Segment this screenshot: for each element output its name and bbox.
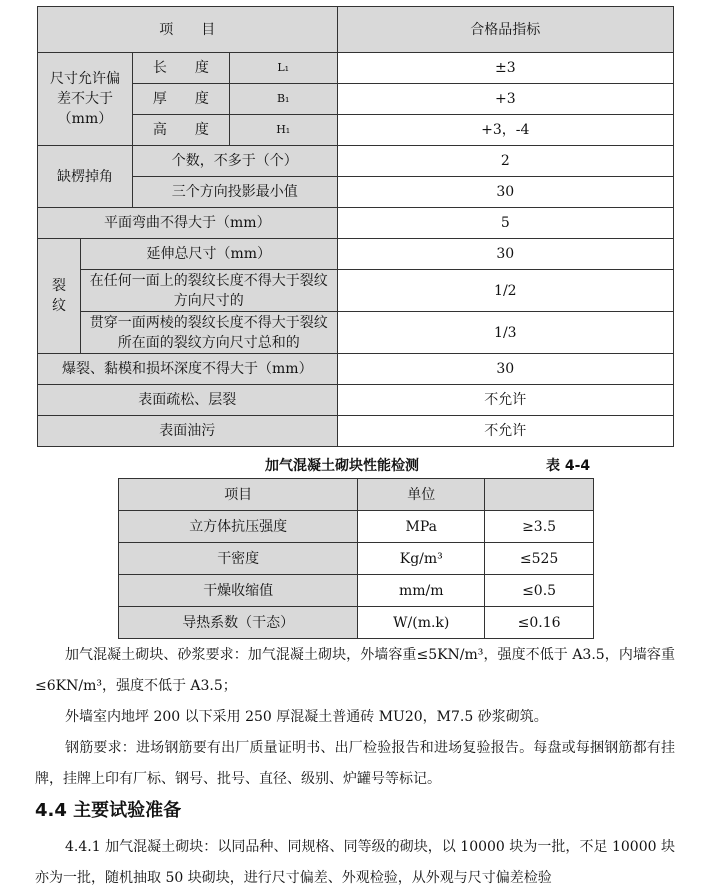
dim-group-label: 尺寸允许偏差不大于（mm） (38, 53, 133, 146)
paragraph-brick-note: 外墙室内地坪 200 以下采用 250 厚混凝土普通砖 MU20，M7.5 砂浆砌筑。 (65, 709, 548, 725)
length-symbol: L₁ (229, 53, 337, 84)
burst-label: 爆裂、黏模和损坏深度不得大于（mm） (38, 354, 338, 385)
col-header-value (485, 479, 594, 511)
col-header-unit: 单位 (358, 479, 485, 511)
section-heading: 4.4 主要试验准备 (35, 800, 182, 821)
bend-label: 平面弯曲不得大于（mm） (38, 208, 338, 239)
row-unit: Kg/m³ (358, 543, 485, 575)
length-value: ±3 (337, 53, 673, 84)
corner-projection-label: 三个方向投影最小值 (132, 177, 337, 208)
row-unit: mm/m (358, 575, 485, 607)
row-value: ≥3.5 (485, 511, 594, 543)
height-symbol: H₁ (229, 115, 337, 146)
loose-value: 不允许 (337, 385, 673, 416)
thickness-value: +3 (337, 84, 673, 115)
loose-label: 表面疏松、层裂 (38, 385, 338, 416)
corner-group-label: 缺楞掉角 (38, 146, 133, 208)
height-label: 高 度 (132, 115, 229, 146)
corner-count-value: 2 (337, 146, 673, 177)
row-value: ≤525 (485, 543, 594, 575)
burst-value: 30 (337, 354, 673, 385)
crack-total-value: 30 (337, 239, 673, 270)
crack-total-label: 延伸总尺寸（mm） (80, 239, 337, 270)
caption-number: 表 4-4 (546, 458, 591, 474)
oil-label: 表面油污 (38, 416, 338, 447)
bend-value: 5 (337, 208, 673, 239)
performance-table (118, 478, 594, 639)
paragraph-test-prep: 4.4.1 加气混凝土砌块：以同品种、同规格、同等级的砌块，以 10000 块为一批，不足 10000 块亦为一批，随机抽取 50 块砌块，进行尺寸偏差、外观检验，从外观与尺寸偏差检验 (35, 839, 675, 886)
height-value: +3，-4 (337, 115, 673, 146)
quality-spec-table (37, 6, 674, 447)
thickness-label: 厚 度 (132, 84, 229, 115)
row-unit: W/(m.k) (358, 607, 485, 639)
crack-face-label: 在任何一面上的裂纹长度不得大于裂纹方向尺寸的 (80, 270, 337, 312)
caption-title: 加气混凝土砌块性能检测 (265, 458, 419, 474)
paragraph-block-requirements: 加气混凝土砌块、砂浆要求：加气混凝土砌块，外墙容重≤5KN/m³，强度不低于 A3.5，内墙容重≤6KN/m³，强度不低于 A3.5； (35, 647, 675, 694)
oil-value: 不允许 (337, 416, 673, 447)
table-caption (0, 455, 714, 473)
thickness-symbol: B₁ (229, 84, 337, 115)
length-label: 长 度 (132, 53, 229, 84)
header-item: 项 目 (38, 7, 338, 53)
row-value: ≤0.5 (485, 575, 594, 607)
col-header-item: 项目 (119, 479, 358, 511)
crack-group-label: 裂纹 (38, 239, 81, 354)
corner-projection-value: 30 (337, 177, 673, 208)
row-label: 干密度 (119, 543, 358, 575)
crack-edge-value: 1/3 (337, 312, 673, 354)
row-label: 干燥收缩值 (119, 575, 358, 607)
row-value: ≤0.16 (485, 607, 594, 639)
header-value: 合格品指标 (337, 7, 673, 53)
row-label: 立方体抗压强度 (119, 511, 358, 543)
paragraph-rebar-requirements: 钢筋要求：进场钢筋要有出厂质量证明书、出厂检验报告和进场复验报告。每盘或每捆钢筋都有挂牌，挂牌上印有厂标、钢号、批号、直径、级别、炉罐号等标记。 (35, 740, 675, 787)
row-label: 导热系数（干态） (119, 607, 358, 639)
corner-count-label: 个数，不多于（个） (132, 146, 337, 177)
row-unit: MPa (358, 511, 485, 543)
crack-face-value: 1/2 (337, 270, 673, 312)
crack-edge-label: 贯穿一面两棱的裂纹长度不得大于裂纹所在面的裂纹方向尺寸总和的 (80, 312, 337, 354)
